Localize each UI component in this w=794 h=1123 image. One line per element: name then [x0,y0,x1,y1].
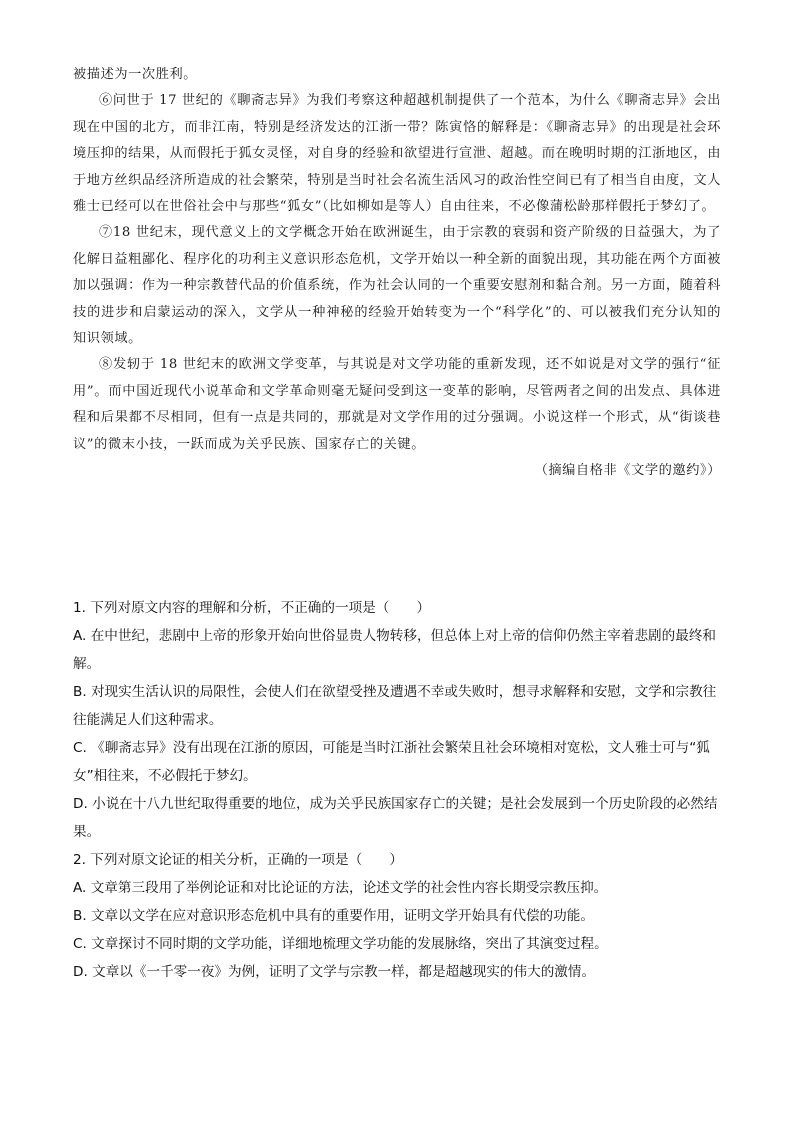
answer-option: D. 小说在十八九世纪取得重要的地位，成为关乎民族国家存亡的关键；是社会发展到一个历史阶段的必然结果。 [73,796,718,840]
answer-option: D. 文章以《一千零一夜》为例，证明了文学与宗教一样，都是超越现实的伟大的激情。 [73,964,596,980]
passage-paragraph: ⑧发轫于 18 世纪末的欧洲文学变革，与其说是对文学功能的重新发现，还不如说是对文学的强行“征用”。而中国近现代小说革命和文学革命则毫无疑问受到这一变革的影响，尽管两者之间的出发点、具体进程和后果都不尽相同，但有一点是共同的，那就是对文学作用的过分强调。小说这样一个形式，从“街谈巷议”的微末小技，一跃而成为关乎民族、国家存亡的关键。 [73,357,721,452]
reading-passage [73,62,721,485]
answer-option: C. 《聊斋志异》没有出现在江浙的原因，可能是当时江浙社会繁荣且社会环境相对宽松，文人雅士可与“狐女”相往来，不必假托于梦幻。 [73,740,710,784]
passage-source: （摘编自格非《文学的邀约》） [534,463,721,479]
answer-option: B. 对现实生活认识的局限性，会使人们在欲望受挫及遭遇不幸或失败时，想寻求解释和安慰，文学和宗教往往能满足人们这种需求。 [73,684,717,728]
answer-option: C. 文章探讨不同时期的文学功能，详细地梳理文学功能的发展脉络，突出了其演变过程。 [73,936,608,952]
answer-option: A. 文章第三段用了举例论证和对比论证的方法，论述文学的社会性内容长期受宗教压抑。 [73,880,608,896]
question-list [73,594,721,986]
answer-option: B. 文章以文学在应对意识形态危机中具有的重要作用，证明文学开始具有代偿的功能。 [73,908,594,924]
passage-paragraph: ⑦18 世纪末，现代意义上的文学概念开始在欧洲诞生，由于宗教的衰弱和资产阶级的日益强大，为了化解日益粗鄙化、程序化的功利主义意识形态危机，文学开始以一种全新的面貌出现，其功能在两个方面被加以强调：作为一种宗教替代品的价值系统，作为社会认同的一个重要安慰剂和黏合剂。另一方面，随着科技的进步和启蒙运动的深入，文学从一种神秘的经验开始转变为一个“科学化”的、可以被我们充分认知的知识领域。 [73,225,722,347]
question-stem: 2. 下列对原文论证的相关分析，正确的一项是（ ） [73,852,403,868]
passage-paragraph: 被描述为一次胜利。 [73,67,198,82]
passage-paragraph: ⑥问世于 17 世纪的《聊斋志异》为我们考察这种超越机制提供了一个范本，为什么《聊斋志异》会出现在中国的北方，而非江南，特别是经济发达的江浙一带？陈寅恪的解释是：《聊斋志异》的出现是社会环境压抑的结果，从而假托于狐女灵怪，对自身的经验和欲望进行宣泄、超越。而在晚明时期的江浙地区，由于地方丝织品经济所造成的社会繁荣，特别是当时社会名流生活风习的政治性空间已有了相当自由度，文人雅士已经可以在世俗社会中与那些“狐女”（比如柳如是等人）自由往来，不必像蒲松龄那样假托于梦幻了。 [73,93,722,215]
question-stem: 1. 下列对原文内容的理解和分析，不正确的一项是（ ） [73,600,431,616]
answer-option: A. 在中世纪，悲剧中上帝的形象开始向世俗显贵人物转移，但总体上对上帝的信仰仍然主宰着悲剧的最终和解。 [73,628,717,672]
